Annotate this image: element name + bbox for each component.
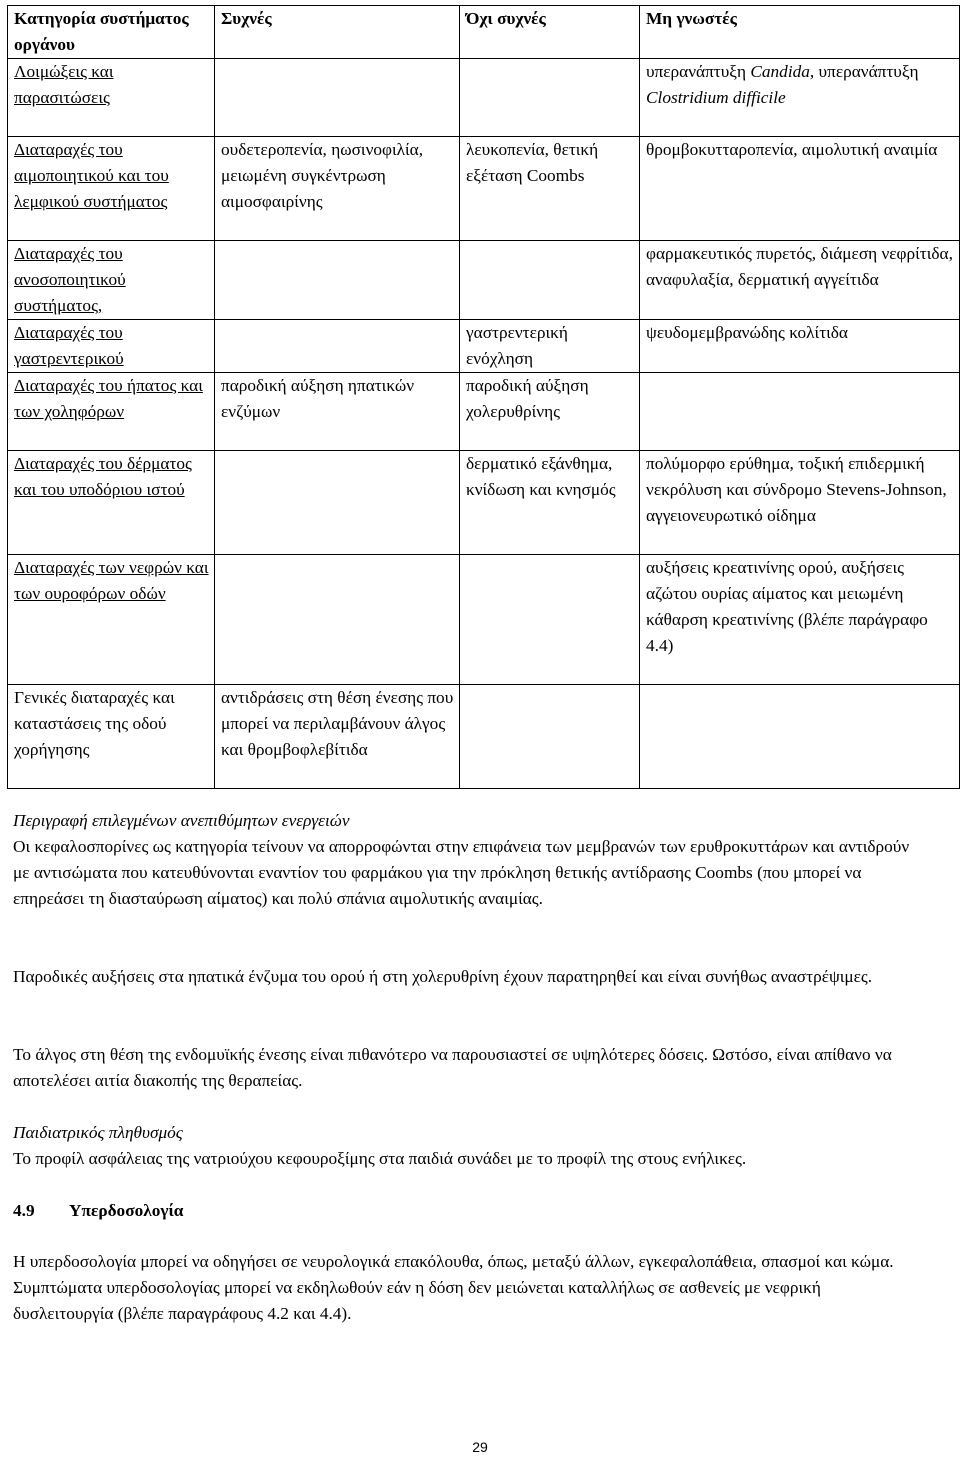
row-category: Διαταραχές του γαστρεντερικού (8, 320, 215, 373)
row-uncommon (460, 241, 640, 320)
table-row (8, 373, 960, 451)
row-category: Λοιμώξεις και παρασιτώσεις (8, 59, 215, 137)
organism-name-candida: Candida (750, 62, 810, 81)
row-category: Διαταραχές του ήπατος και των χοληφόρων (8, 373, 215, 451)
row-category: Γενικές διαταραχές και καταστάσεις της οδού χορήγησης (8, 685, 215, 789)
unknown-text-b: , υπερανάπτυξη (809, 62, 919, 81)
unknown-text-a: υπερανάπτυξη (646, 62, 751, 81)
row-common (215, 59, 460, 137)
overdose-text: Η υπερδοσολογία μπορεί να οδηγήσει σε νευρολογικά επακόλουθα, όπως, μεταξύ άλλων, εγκεφαλοπάθεια, σπασμοί και κώμα. Συμπτώματα υπερδοσολογίας μπορεί να εκδηλωθούν εάν η δόση δεν μειώνεται καταλλήλως σε ασθενείς με νεφρική δυσλειτουργία (βλέπε παραγράφους 4.2 και 4.4). (13, 1252, 894, 1323)
row-unknown: φαρμακευτικός πυρετός, διάμεση νεφρίτιδα, αναφυλαξία, δερματική αγγείτιδα (640, 241, 960, 320)
row-uncommon: γαστρεντερική ενόχληση (460, 320, 640, 373)
row-uncommon: δερματικό εξάνθημα, κνίδωση και κνησμός (460, 451, 640, 555)
page-number: 29 (472, 1439, 488, 1455)
row-category: Διαταραχές του ανοσοποιητικού συστήματος, (8, 241, 215, 320)
table-row (8, 320, 960, 373)
paragraph-injection-pain: Το άλγος στη θέση της ενδομυϊκής ένεσης είναι πιθανότερο να παρουσιαστεί σε υψηλότερες δόσεις. Ωστόσο, είναι απίθανο να αποτελέσει αιτία διακοπής της θεραπείας. (13, 1045, 892, 1090)
organism-name-clostridium: Clostridium difficile (646, 88, 786, 107)
table-row (8, 241, 960, 320)
header-category: Κατηγορία συστήματος οργάνου (8, 6, 215, 59)
row-common: ουδετεροπενία, ηωσινοφιλία, μειωμένη συγκέντρωση αιμοσφαιρίνης (215, 137, 460, 241)
row-uncommon: παροδική αύξηση χολερυθρίνης (460, 373, 640, 451)
row-common: αντιδράσεις στη θέση ένεσης που μπορεί να περιλαμβάνουν άλγος και θρομβοφλεβίτιδα (215, 685, 460, 789)
table-header-row (8, 6, 960, 59)
row-unknown (640, 373, 960, 451)
table-row (8, 59, 960, 137)
table-row (8, 555, 960, 685)
paragraph-coombs: Οι κεφαλοσπορίνες ως κατηγορία τείνουν να απορροφώνται στην επιφάνεια των μεμβρανών των ερυθροκυττάρων και αντιδρούν με αντισώματα που κατευθύνονται εναντίον του φαρμάκου για την πρόκληση θετικής αντίδρασης Coombs (που μπορεί να επηρεάσει τη διασταύρωση αίματος) και πολύ σπάνια αιμολυτικής αναιμίας. (13, 837, 910, 908)
paragraph-liver-enzymes: Παροδικές αυξήσεις στα ηπατικά ένζυμα του ορού ή στη χολερυθρίνη έχουν παρατηρηθεί και είναι συνήθως αναστρέψιμες. (13, 967, 873, 986)
section-number: 4.9 (13, 1201, 35, 1220)
pediatric-text: Το προφίλ ασφάλειας της νατριούχου κεφουροξίμης στα παιδιά συνάδει με το προφίλ της στους ενήλικες. (13, 1149, 747, 1168)
row-category: Διαταραχές του αιμοποιητικού και του λεμφικού συστήματος (8, 137, 215, 241)
table-row (8, 685, 960, 789)
row-category: Διαταραχές των νεφρών και των ουροφόρων οδών (8, 555, 215, 685)
row-unknown (640, 59, 960, 137)
row-unknown: θρομβοκυτταροπενία, αιμολυτική αναιμία (640, 137, 960, 241)
header-unknown: Μη γνωστές (640, 6, 960, 59)
row-uncommon: λευκοπενία, θετική εξέταση Coombs (460, 137, 640, 241)
row-common (215, 555, 460, 685)
row-common: παροδική αύξηση ηπατικών ενζύμων (215, 373, 460, 451)
row-unknown (640, 685, 960, 789)
row-uncommon (460, 59, 640, 137)
pediatric-title: Παιδιατρικός πληθυσμός (13, 1123, 183, 1142)
row-category: Διαταραχές του δέρματος και του υποδόριου ιστού (8, 451, 215, 555)
header-common: Συχνές (215, 6, 460, 59)
row-common (215, 241, 460, 320)
table-row (8, 451, 960, 555)
row-common (215, 451, 460, 555)
description-title: Περιγραφή επιλεγμένων ανεπιθύμητων ενεργειών (13, 811, 350, 830)
table-row (8, 137, 960, 241)
adverse-reactions-table (7, 5, 960, 789)
row-unknown: ψευδομεμβρανώδης κολίτιδα (640, 320, 960, 373)
row-common (215, 320, 460, 373)
row-unknown: πολύμορφο ερύθημα, τοξική επιδερμική νεκρόλυση και σύνδρομο Stevens-Johnson, αγγειονευρωτικό οίδημα (640, 451, 960, 555)
header-uncommon: Όχι συχνές (460, 6, 640, 59)
row-unknown: αυξήσεις κρεατινίνης ορού, αυξήσεις αζώτου ουρίας αίματος και μειωμένη κάθαρση κρεατινίνης (βλέπε παράγραφο 4.4) (640, 555, 960, 685)
row-uncommon (460, 685, 640, 789)
row-uncommon (460, 555, 640, 685)
section-title: Υπερδοσολογία (69, 1201, 184, 1220)
section-heading (13, 1198, 183, 1224)
